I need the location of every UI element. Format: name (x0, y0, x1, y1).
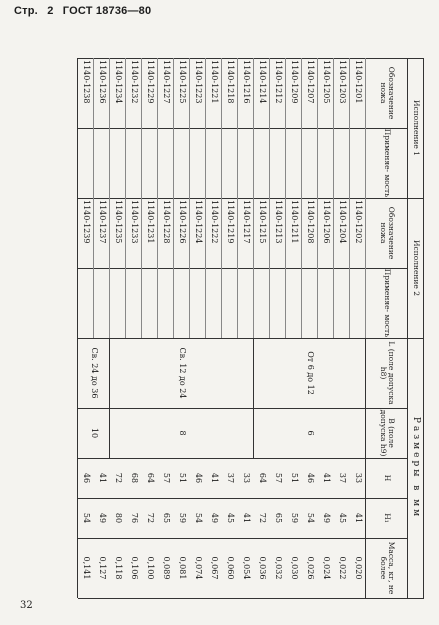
cell-H1: 41 (354, 512, 363, 524)
cell-v1-designation: 1140-1221 (210, 60, 219, 104)
cell-L-range: Св. 12 до 24 (178, 347, 187, 399)
cell-H1: 59 (290, 512, 299, 524)
cell-v1-designation: 1140-1225 (178, 60, 187, 104)
cell-v2-designation: 1140-1228 (162, 200, 171, 244)
cell-H1: 49 (322, 512, 331, 524)
cell-mass: 0,020 (354, 556, 363, 580)
cell-v1-designation: 1140-1223 (194, 60, 203, 104)
cell-B-value: 10 (90, 427, 99, 439)
header-sizes: Размеры в мм (411, 416, 422, 520)
cell-v2-designation: 1140-1204 (338, 200, 347, 244)
col-L: L (поле допуска h8) (379, 341, 397, 405)
col-v1-applicability: Применяе- мость (383, 128, 393, 198)
cell-H1: 65 (162, 512, 171, 524)
cell-H1: 59 (178, 512, 187, 524)
column-border (78, 338, 424, 339)
cell-mass: 0,032 (274, 556, 283, 580)
cell-v2-designation: 1140-1222 (210, 200, 219, 244)
cell-H: 46 (306, 472, 315, 484)
cell-v2-designation: 1140-1239 (82, 200, 91, 244)
cell-v1-designation: 1140-1238 (82, 60, 91, 104)
cell-H1: 54 (194, 512, 203, 524)
cell-v2-designation: 1140-1231 (146, 200, 155, 244)
cell-H1: 80 (114, 512, 123, 524)
cell-H: 57 (274, 472, 283, 484)
cell-mass: 0,106 (130, 556, 139, 580)
cell-H: 41 (98, 472, 107, 484)
cell-H1: 76 (130, 512, 139, 524)
cell-mass: 0,100 (146, 556, 155, 580)
cell-H: 68 (130, 472, 139, 484)
cell-v1-designation: 1140-1216 (242, 60, 251, 104)
cell-H: 33 (242, 472, 251, 484)
cell-mass: 0,127 (98, 556, 107, 580)
dimensions-table (82, 58, 424, 598)
cell-H: 51 (290, 472, 299, 484)
cell-H1: 45 (338, 512, 347, 524)
cell-v2-designation: 1140-1208 (306, 200, 315, 244)
cell-v1-designation: 1140-1201 (354, 60, 363, 104)
cell-v1-designation: 1140-1207 (306, 60, 315, 104)
col-B: B (поле допуска h9) (379, 409, 397, 457)
cell-H1: 49 (98, 512, 107, 524)
cell-mass: 0,036 (258, 556, 267, 580)
cell-v2-designation: 1140-1215 (258, 200, 267, 244)
cell-mass: 0,089 (162, 556, 171, 580)
column-border (78, 408, 408, 409)
cell-v2-designation: 1140-1233 (130, 200, 139, 244)
cell-H: 64 (146, 472, 155, 484)
cell-v1-designation: 1140-1227 (162, 60, 171, 104)
cell-H1: 49 (210, 512, 219, 524)
cell-v2-designation: 1140-1224 (194, 200, 203, 244)
column-border (78, 268, 408, 269)
cell-v2-designation: 1140-1237 (98, 200, 107, 244)
cell-B-value: 6 (306, 430, 315, 436)
cell-mass: 0,024 (322, 556, 331, 580)
cell-H1: 54 (82, 512, 91, 524)
cell-v2-designation: 1140-1219 (226, 200, 235, 244)
cell-H1: 72 (146, 512, 155, 524)
cell-v1-designation: 1140-1212 (274, 60, 283, 104)
page-header (14, 5, 157, 17)
cell-H1: 41 (242, 512, 251, 524)
page-prefix: Стр. (14, 5, 38, 17)
column-border (78, 128, 408, 129)
cell-H: 41 (322, 472, 331, 484)
doc-code: ГОСТ 18736—80 (62, 5, 152, 17)
group-border (109, 338, 110, 408)
cell-v1-designation: 1140-1234 (114, 60, 123, 104)
cell-H1: 65 (274, 512, 283, 524)
cell-v2-designation: 1140-1211 (290, 200, 299, 244)
cell-H: 37 (226, 472, 235, 484)
page-number: 32 (20, 600, 33, 611)
col-H1: H₁ (383, 513, 393, 523)
column-border (78, 598, 424, 599)
cell-v2-designation: 1140-1235 (114, 200, 123, 244)
cell-H: 57 (162, 472, 171, 484)
cell-mass: 0,074 (194, 556, 203, 580)
group-border (253, 338, 254, 408)
cell-v1-designation: 1140-1236 (98, 60, 107, 104)
cell-mass: 0,081 (178, 556, 187, 580)
table-top-border (423, 58, 424, 598)
cell-L-range: От 6 до 12 (306, 351, 315, 395)
cell-mass: 0,060 (226, 556, 235, 580)
cell-H: 46 (194, 472, 203, 484)
cell-H1: 54 (306, 512, 315, 524)
cell-v1-designation: 1140-1203 (338, 60, 347, 104)
cell-H: 33 (354, 472, 363, 484)
cell-v2-designation: 1140-1202 (354, 200, 363, 244)
cell-mass: 0,022 (338, 556, 347, 580)
cell-H1: 72 (258, 512, 267, 524)
cell-mass: 0,030 (290, 556, 299, 580)
cell-L-range: Св. 24 до 36 (90, 347, 99, 399)
cell-v1-designation: 1140-1209 (290, 60, 299, 104)
cell-v1-designation: 1140-1232 (130, 60, 139, 104)
cell-H: 46 (82, 472, 91, 484)
col-v2-designation: Обозначение ножа (379, 206, 397, 260)
header-group-border (407, 58, 408, 598)
cell-mass: 0,118 (114, 556, 123, 580)
cell-v2-designation: 1140-1213 (274, 200, 283, 244)
cell-mass: 0,026 (306, 556, 315, 580)
cell-mass: 0,141 (82, 556, 91, 580)
cell-B-value: 8 (178, 430, 187, 436)
cell-v2-designation: 1140-1217 (242, 200, 251, 244)
cell-H1: 45 (226, 512, 235, 524)
col-H: H (383, 474, 393, 482)
cell-H: 51 (178, 472, 187, 484)
col-mass: Масса, кг, не более (379, 541, 397, 595)
col-v2-applicability: Применяе- мость (383, 268, 393, 338)
cell-mass: 0,067 (210, 556, 219, 580)
header-variant1: Исполнение 1 (412, 99, 422, 157)
group-border (109, 408, 110, 458)
cell-H: 64 (258, 472, 267, 484)
cell-v2-designation: 1140-1206 (322, 200, 331, 244)
cell-v1-designation: 1140-1229 (146, 60, 155, 104)
group-border (253, 408, 254, 458)
cell-H: 72 (114, 472, 123, 484)
cell-v1-designation: 1140-1205 (322, 60, 331, 104)
cell-v1-designation: 1140-1218 (226, 60, 235, 104)
cell-v1-designation: 1140-1214 (258, 60, 267, 104)
cell-v2-designation: 1140-1226 (178, 200, 187, 244)
cell-mass: 0,054 (242, 556, 251, 580)
cell-H: 41 (210, 472, 219, 484)
page-num: 2 (47, 5, 54, 17)
col-v1-designation: Обозначение ножа (379, 66, 397, 120)
cell-H: 37 (338, 472, 347, 484)
header-variant2: Исполнение 2 (412, 239, 422, 297)
